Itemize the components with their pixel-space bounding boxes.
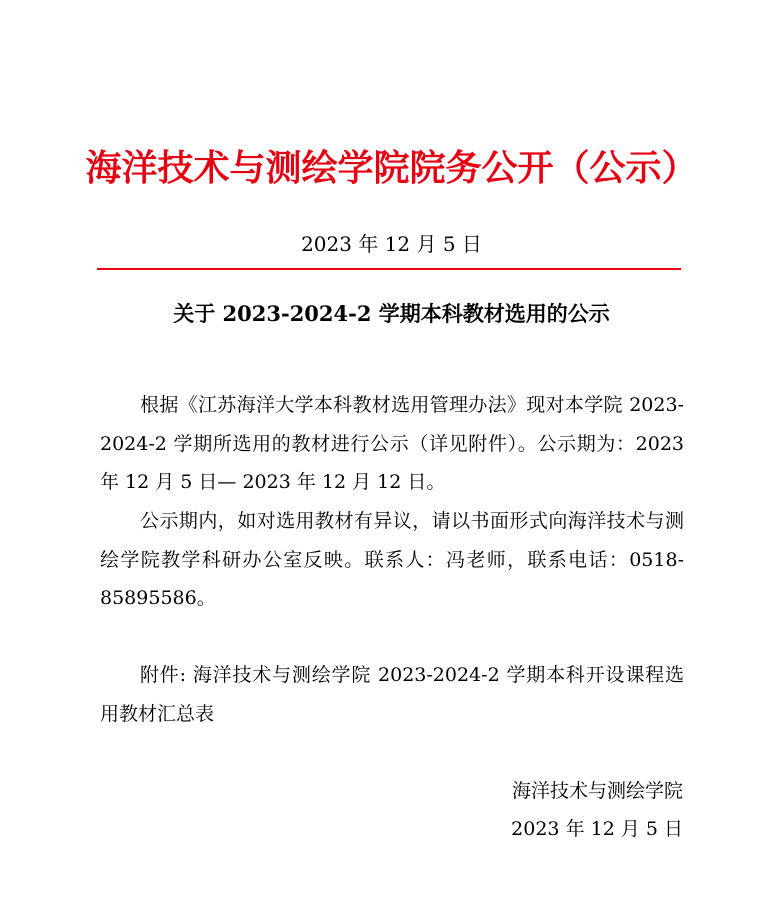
body-paragraph-1 <box>100 386 684 502</box>
body-paragraph-2 <box>100 502 684 618</box>
paragraph-text: 公示期内，如对选用教材有异议，请以书面形式向海洋技术与测绘学院教学科研办公室反映。联系人：冯老师，联系电话：0518-85895586。 <box>100 510 684 609</box>
paragraph-text: 根据《江苏海洋大学本科教材选用管理办法》现对本学院 2023-2024-2 学期所选用的教材进行公示（详见附件）。公示期为：2023 年 12 月 5 日— 2023 年 12 月 12 日。 <box>100 394 684 493</box>
banner-title: 海洋技术与测绘学院院务公开（公示） <box>85 147 698 189</box>
header-date: 2023 年 12 月 5 日 <box>301 232 482 256</box>
signature-date: 2023 年 12 月 5 日 <box>511 818 683 840</box>
signature-organization: 海洋技术与测绘学院 <box>511 780 683 802</box>
paragraph-text: 附件: 海洋技术与测绘学院 2023-2024-2 学期本科开设课程选用教材汇总表 <box>100 664 684 725</box>
attachment-note <box>100 656 684 733</box>
red-divider <box>97 268 681 270</box>
document-title: 关于 2023-2024-2 学期本科教材选用的公示 <box>173 301 610 326</box>
